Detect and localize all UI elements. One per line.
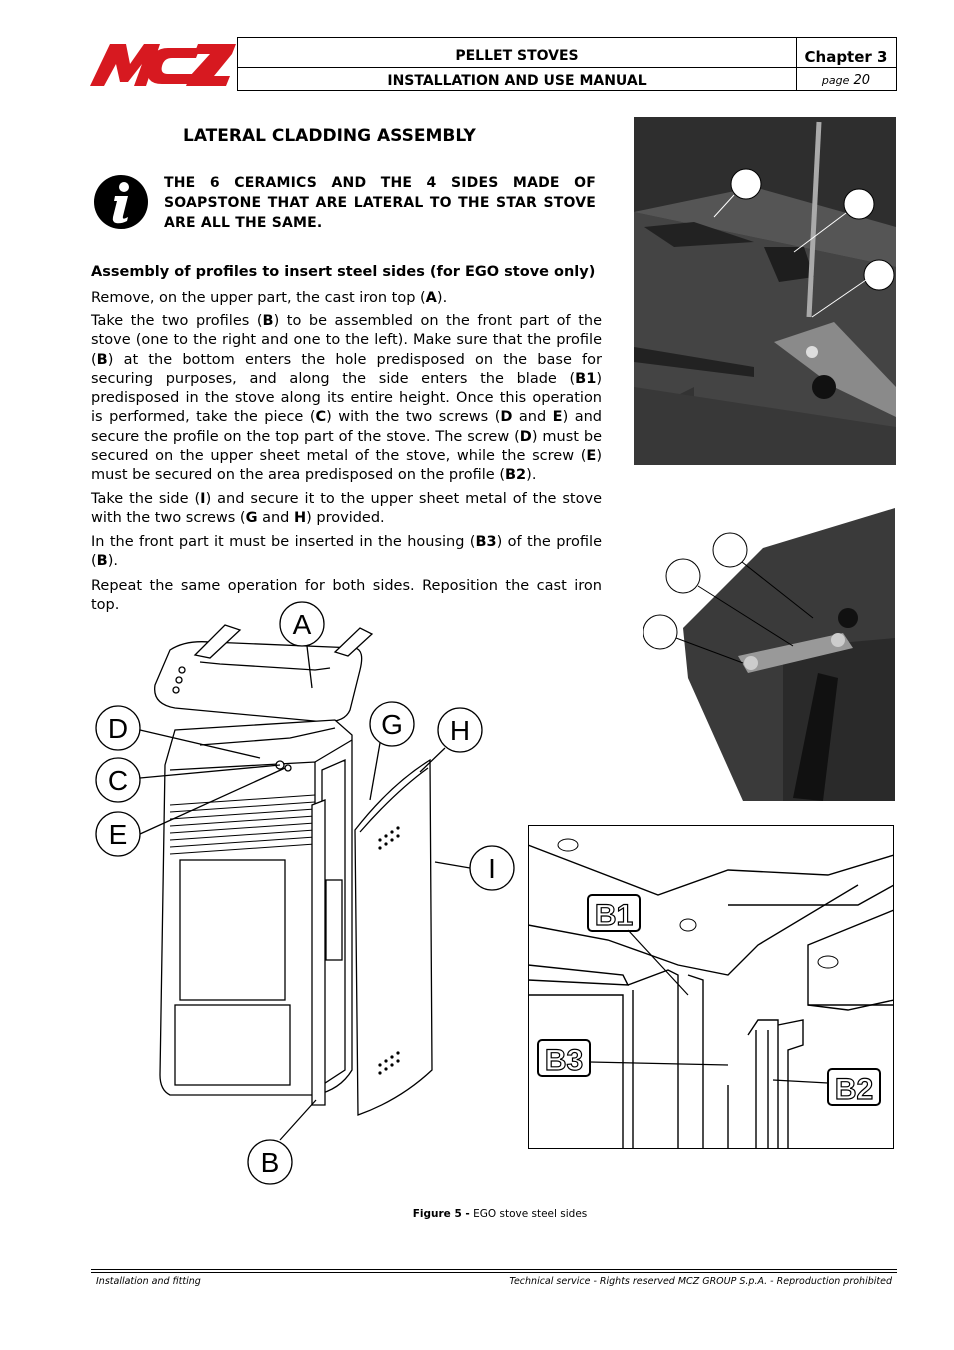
footer-left: Installation and fitting [96, 1276, 201, 1287]
label-h: H [449, 715, 471, 746]
chapter-label: Chapter 3 [804, 48, 888, 66]
page-number: page 20 [821, 73, 871, 88]
label-b1: B1 [594, 899, 634, 932]
footer-right: Technical service - Rights reserved MCZ GROUP S.p.A. - Reproduction prohibited [509, 1276, 892, 1287]
profile-detail-diagram [528, 825, 894, 1149]
photo-profile-detail [643, 508, 895, 801]
section-title: LATERAL CLADDING ASSEMBLY [183, 126, 476, 146]
label-b3: B3 [544, 1044, 584, 1077]
header-subtitle: INSTALLATION AND USE MANUAL [387, 73, 647, 89]
paragraph-5: Repeat the same operation for both sides. Reposition the cast iron top. [91, 578, 602, 614]
header-box [237, 37, 897, 91]
mcz-logo [90, 40, 236, 88]
label-a: A [292, 609, 312, 640]
photo-upper-stove [634, 117, 896, 465]
label-b: B [260, 1147, 280, 1178]
label-c: C [107, 765, 129, 796]
label-e: E [108, 819, 128, 850]
stove-exploded-diagram [90, 600, 530, 1190]
label-g: G [381, 709, 403, 740]
paragraph-3: Take the side (I) and secure it to the upper sheet metal of the stove with the two screws (G and H) provided. [91, 491, 602, 527]
paragraph-4: In the front part it must be inserted in the housing (B3) of the profile (B). [91, 534, 603, 570]
subheading: Assembly of profiles to insert steel sides (for EGO stove only) [91, 264, 596, 280]
paragraph-1: Remove, on the upper part, the cast iron top (A). [91, 290, 448, 306]
header-title: PELLET STOVES [455, 48, 579, 64]
label-d: D [107, 713, 129, 744]
label-b2: B2 [834, 1073, 874, 1106]
figure-caption: Figure 5 - EGO stove steel sides [412, 1208, 588, 1220]
paragraph-2: Take the two profiles (B) to be assembled on the front part of the stove (one to the right and one to the left). Make sure that the profile (B) at the bottom enters the hole predisposed on the base for securing purposes, and along the side enters the blade (B1) predisposed in the stove along its entire height. Once this operation is performed, take the piece (C) with the two screws (D and E) and secure the profile on the top part of the stove. The screw (D) must be secured on the upper sheet metal of the stove, while the screw (E) must be secured on the area predisposed on the profile (B2). [91, 313, 603, 484]
note-text: THE 6 CERAMICS AND THE 4 SIDES MADE OF SOAPSTONE THAT ARE LATERAL TO THE STAR STOVE ARE ALL THE SAME. [164, 175, 596, 231]
label-i: I [488, 853, 496, 884]
info-icon [93, 174, 149, 230]
